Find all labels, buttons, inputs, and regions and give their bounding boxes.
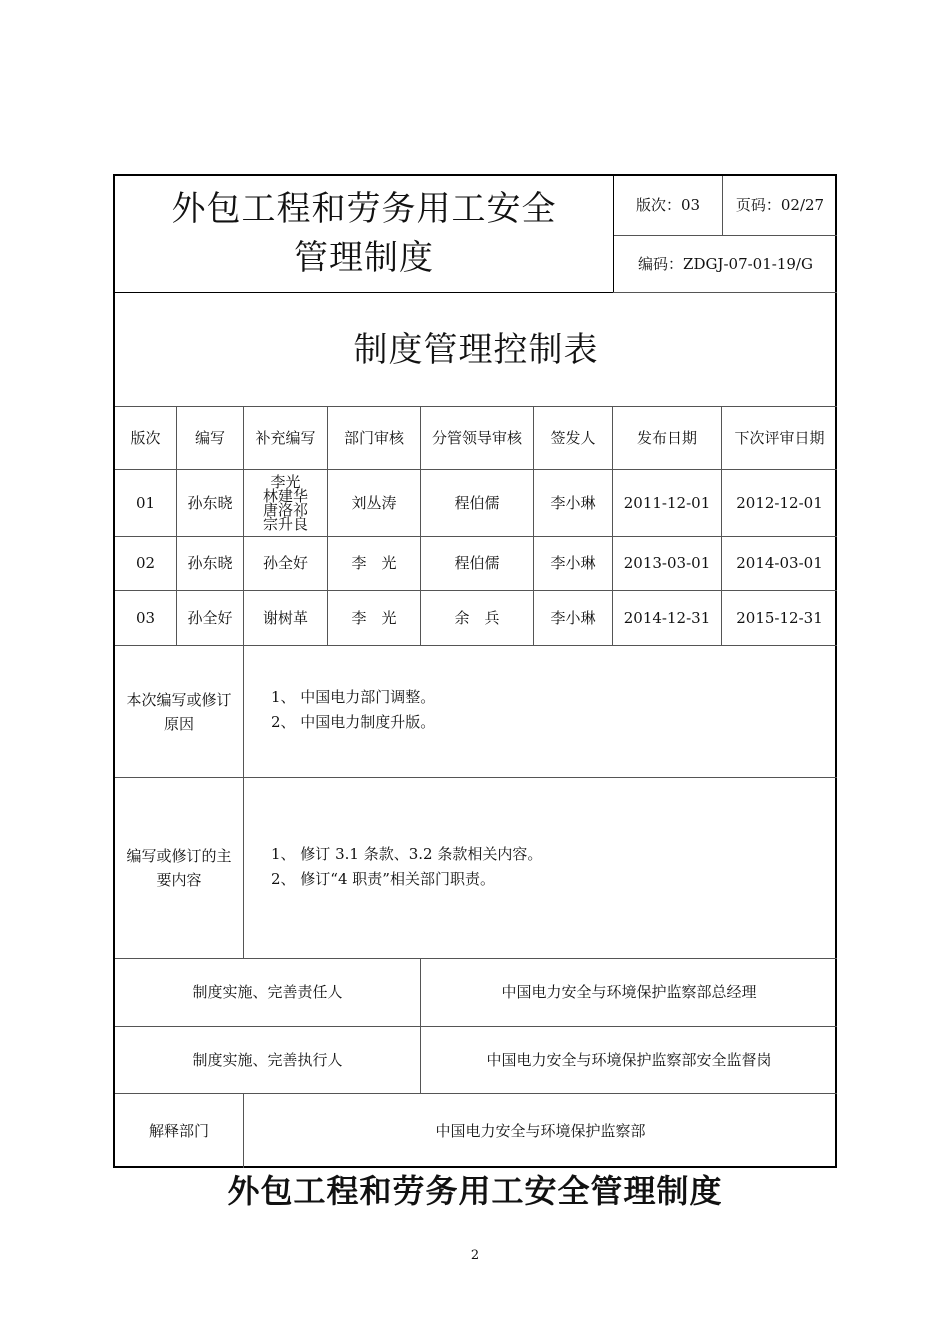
table-row-version: 01 — [135, 493, 156, 512]
document-heading: 外包工程和劳务用工安全管理制度 — [227, 1172, 723, 1210]
reason-item: 2、 中国电力制度升版。 — [271, 713, 436, 731]
table-row-author: 孙全好 — [187, 608, 233, 627]
title-line-2: 管理制度 — [294, 238, 434, 278]
title-line-1: 外包工程和劳务用工安全 — [171, 188, 557, 229]
page-number: 2 — [470, 1248, 480, 1263]
table-row-author: 孙东晓 — [187, 554, 233, 572]
executor-value: 中国电力安全与环境保护监察部安全监督岗 — [486, 1050, 772, 1069]
responsible-label: 制度实施、完善责任人 — [192, 983, 343, 1001]
control-table-title: 制度管理控制表 — [353, 329, 599, 370]
table-row-dept-review: 刘丛涛 — [351, 493, 397, 512]
divider — [243, 645, 244, 958]
responsible-value: 中国电力安全与环境保护监察部总经理 — [501, 983, 757, 1001]
column-header-leader-review: 分管领导审核 — [431, 428, 522, 447]
table-row-issuer: 李小琳 — [550, 608, 596, 627]
table-row-dept-review: 李 光 — [351, 608, 397, 627]
supplement-name: 宗升良 — [262, 515, 308, 533]
table-row-next-review: 2014-03-01 — [736, 554, 823, 572]
content-item: 2、 修订“4 职责”相关部门职责。 — [271, 870, 495, 888]
column-header-next-review: 下次评审日期 — [734, 428, 825, 447]
table-row-dept-review: 李 光 — [351, 554, 397, 572]
supplement-name: 李光 — [270, 473, 301, 491]
content-list — [271, 842, 542, 892]
table-row-release-date: 2013-03-01 — [623, 554, 711, 572]
reason-list — [271, 685, 435, 735]
table-row-author: 孙东晓 — [187, 493, 233, 512]
interpret-label: 解释部门 — [148, 1121, 209, 1140]
table-row-release-date: 2014-12-31 — [623, 608, 711, 627]
supplement-name: 林建华 — [262, 487, 308, 505]
table-row-next-review: 2012-12-01 — [736, 493, 823, 512]
column-header-version: 版次 — [130, 428, 161, 447]
column-header-dept-review: 部门审核 — [343, 428, 404, 447]
table-row-release-date: 2011-12-01 — [623, 493, 711, 512]
column-header-author: 编写 — [194, 428, 225, 447]
reason-item: 1、 中国电力部门调整。 — [271, 688, 436, 706]
page-label: 页码：02/27 — [735, 196, 825, 214]
executor-label: 制度实施、完善执行人 — [192, 1050, 343, 1069]
table-row-supplements: 孙全好 — [262, 554, 308, 572]
code-label: 编码：ZDGJ-07-01-19/G — [638, 254, 813, 273]
supplement-name: 唐洛祁 — [262, 501, 308, 519]
table-row-version: 02 — [135, 554, 156, 572]
table-row-next-review: 2015-12-31 — [736, 608, 823, 627]
table-row-issuer: 李小琳 — [550, 493, 596, 512]
interpret-value: 中国电力安全与环境保护监察部 — [435, 1121, 646, 1140]
table-row-supplements: 谢树革 — [262, 608, 308, 627]
table-row-version: 03 — [135, 608, 156, 627]
document-title — [115, 176, 613, 292]
table-row-issuer: 李小琳 — [550, 554, 596, 572]
table-row-leader-review: 程伯儒 — [454, 554, 500, 572]
control-sheet — [113, 174, 837, 1168]
reason-label: 本次编写或修订原因 — [126, 690, 232, 733]
table-row-supplements — [244, 470, 327, 536]
table-row-leader-review: 程伯儒 — [454, 493, 500, 512]
column-header-supplement: 补充编写 — [255, 428, 316, 447]
table-row-leader-review: 余 兵 — [454, 608, 500, 627]
column-header-issuer: 签发人 — [550, 428, 596, 447]
column-header-release-date: 发布日期 — [636, 428, 697, 447]
content-label: 编写或修订的主要内容 — [126, 847, 232, 889]
content-item: 1、 修订 3.1 条款、3.2 条款相关内容。 — [271, 845, 543, 863]
version-label: 版次：03 — [635, 196, 701, 214]
